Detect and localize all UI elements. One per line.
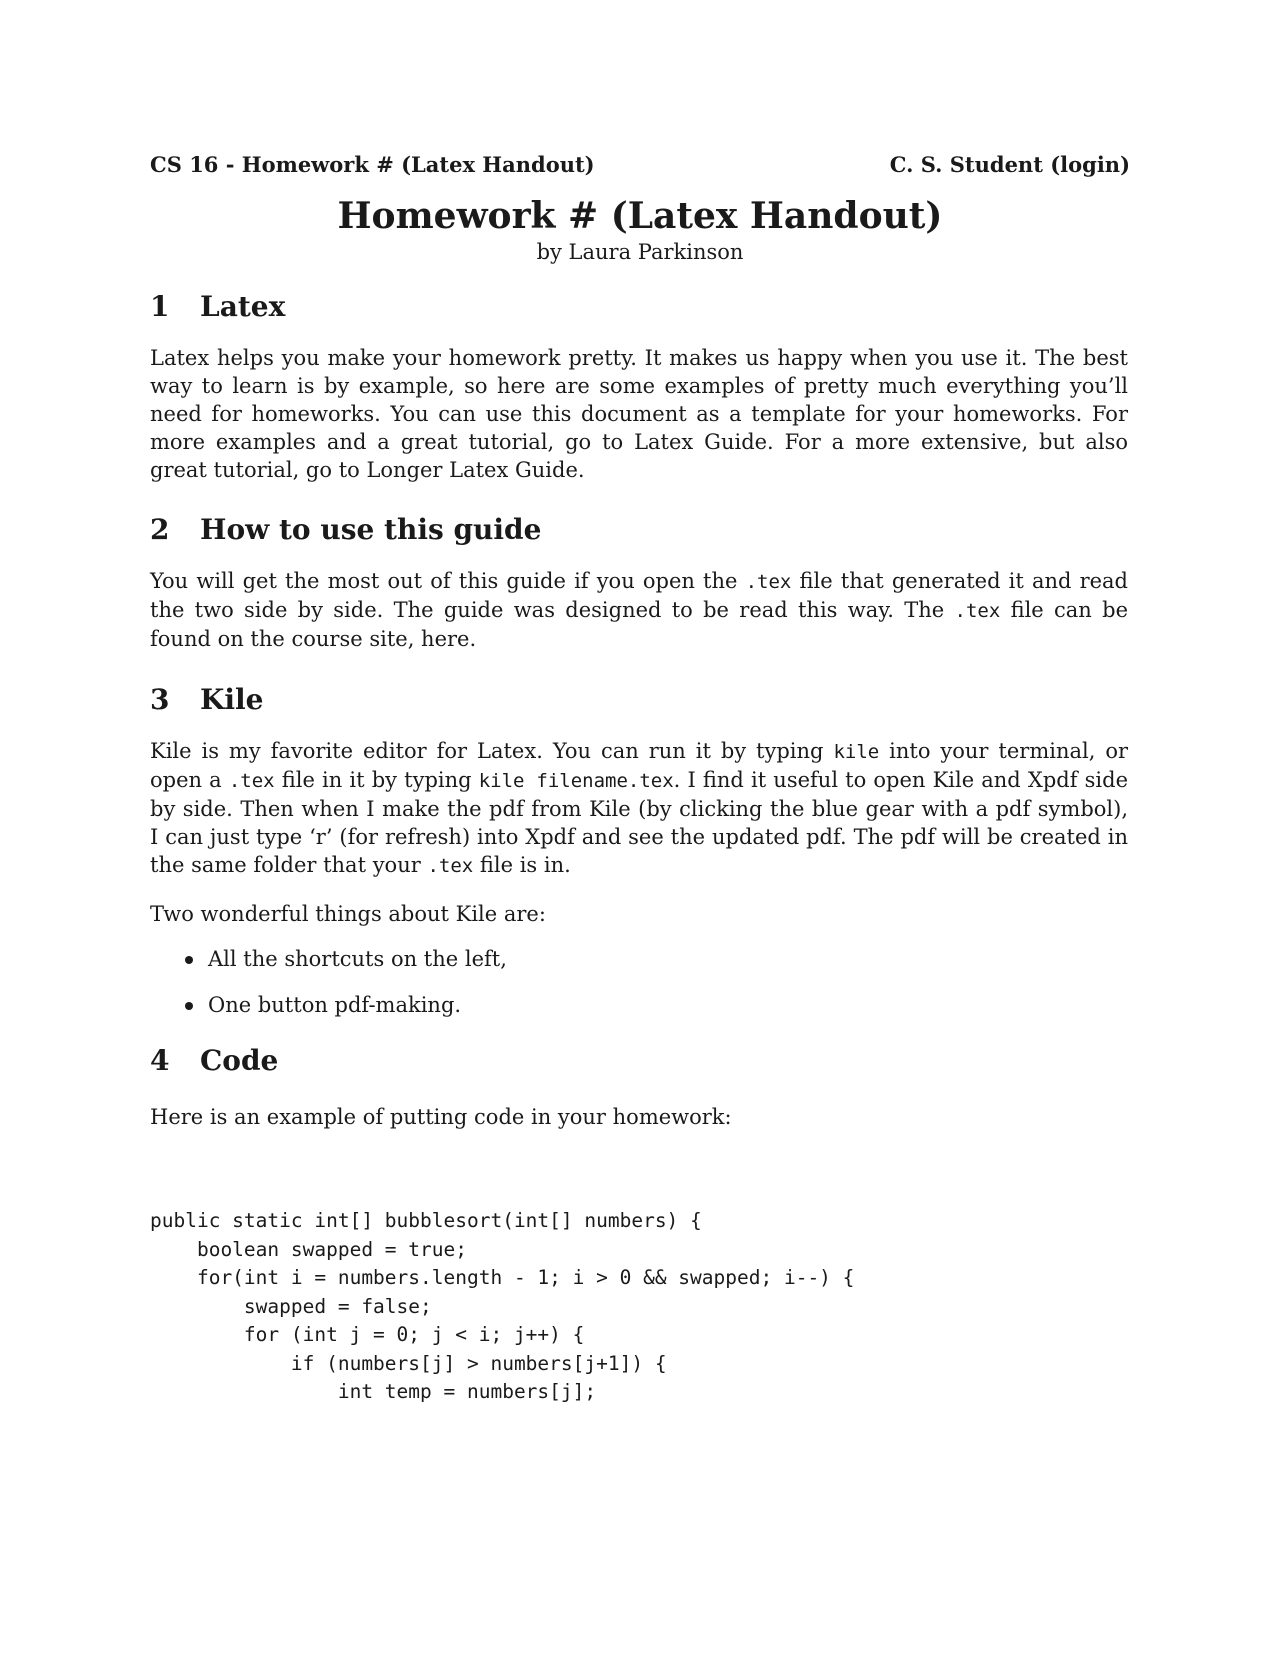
section-heading-code bbox=[150, 1044, 278, 1077]
text-run: Kile is my favorite editor for Latex. You can run it by typing bbox=[150, 739, 834, 763]
section-guide-body bbox=[150, 567, 1128, 653]
section-number: 3 bbox=[150, 683, 170, 716]
section-title: How to use this guide bbox=[200, 513, 542, 546]
text-run: file is in. bbox=[473, 853, 571, 877]
text-run: file in it by typing bbox=[274, 768, 479, 792]
section-heading-latex bbox=[150, 290, 285, 323]
section-heading-guide bbox=[150, 513, 541, 546]
document-title: Homework # (Latex Handout) bbox=[337, 195, 943, 237]
section-number: 4 bbox=[150, 1044, 170, 1077]
text-run: into your terminal, or open a bbox=[150, 739, 1128, 792]
text-run: file can be found on the course site, here. bbox=[150, 598, 1128, 651]
running-header bbox=[150, 152, 1130, 177]
section-number: 2 bbox=[150, 513, 170, 546]
section-kile-body bbox=[150, 737, 1128, 880]
code-inline: .tex bbox=[954, 600, 1001, 622]
list-item: One button pdf-making. bbox=[150, 991, 1050, 1037]
section-code-intro: Here is an example of putting code in your homework: bbox=[150, 1105, 732, 1129]
code-inline: .tex bbox=[745, 571, 792, 593]
code-inline: .tex bbox=[427, 855, 474, 877]
document-byline: by Laura Parkinson bbox=[536, 240, 744, 264]
section-title: Code bbox=[200, 1044, 279, 1077]
header-course: CS 16 - Homework # (Latex Handout) bbox=[150, 152, 595, 177]
code-inline: kile bbox=[833, 741, 880, 763]
kile-feature-list bbox=[150, 945, 1050, 1037]
text-run: file that generated it and read the two side by side. The guide was designed to be read this way. The bbox=[150, 569, 1129, 622]
code-inline: .tex bbox=[228, 770, 275, 792]
text-run: You will get the most out of this guide if you open the bbox=[150, 569, 746, 593]
list-item: All the shortcuts on the left, bbox=[150, 945, 1050, 991]
text-run: . I find it useful to open Kile and Xpdf side by side. Then when I make the pdf from Kile (by clicking the blue gear with a pdf symbol), I can just type ‘r’ (for refresh) into Xpdf and see the updated pdf. The pdf will be created in the same folder that your bbox=[150, 768, 1128, 877]
section-heading-kile bbox=[150, 683, 263, 716]
header-student: C. S. Student (login) bbox=[889, 152, 1130, 177]
code-inline: kile filename.tex bbox=[478, 770, 674, 792]
section-title: Kile bbox=[200, 683, 264, 716]
kile-list-intro: Two wonderful things about Kile are: bbox=[150, 902, 546, 926]
section-number: 1 bbox=[150, 290, 170, 323]
section-latex-body: Latex helps you make your homework pretty. It makes us happy when you use it. The best way to learn is by example, so here are some examples of pretty much everything you’ll need for homeworks. You can use this document as a template for your homeworks. For more examples and a great tutorial, go to Latex Guide. For a more extensive, but also great tutorial, go to Longer Latex Guide. bbox=[150, 346, 1128, 482]
section-title: Latex bbox=[200, 290, 286, 323]
code-listing: public static int[] bubblesort(int[] numbers) { boolean swapped = true; for(int i = numbers.length - 1; i > 0 && swapped; i--) { swapped = false; for (int j = 0; j < i; j++) { if (numbers[j] > numbers[j+1]) { int temp = numbers[j]; bbox=[150, 1209, 855, 1403]
